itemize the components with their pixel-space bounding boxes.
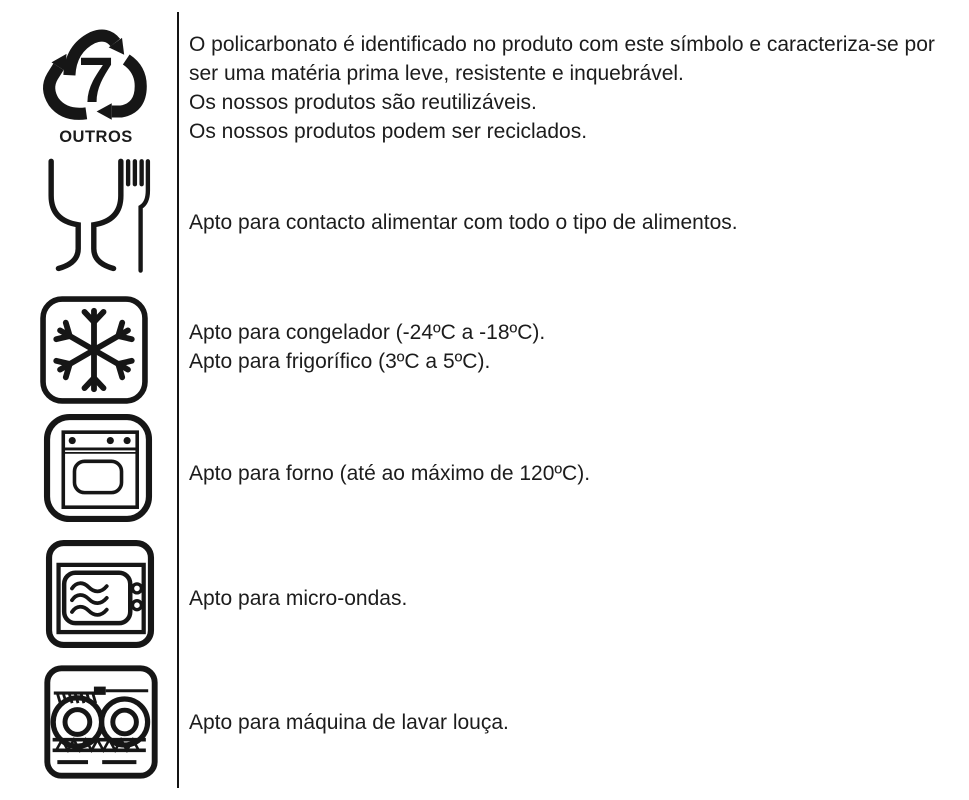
text-line: Apto para contacto alimentar com todo o tipo de alimentos. [189,211,738,234]
description-oven [189,459,590,488]
text-line: O policarbonato é identificado no produto com este símbolo e caracteriza-se por [189,33,935,56]
freezer-safe-icon [38,294,150,406]
description-polycarbonate [189,30,935,146]
text-line: Apto para congelador (-24ºC a -18ºC). [189,321,546,344]
text-line: Os nossos produtos podem ser reciclados. [189,120,588,143]
description-freezer [189,318,545,376]
description-food-contact [189,208,738,237]
recycling-caption: OUTROS [59,128,133,146]
oven-safe-icon [42,412,154,524]
text-line: Os nossos produtos são reutilizáveis. [189,91,537,114]
dishwasher-safe-icon [42,663,160,781]
vertical-divider [177,12,179,788]
text-line: Apto para máquina de lavar louça. [189,711,509,734]
text-line: Apto para forno (até ao máximo de 120ºC). [189,462,591,485]
text-line: Apto para frigorífico (3ºC a 5ºC). [189,350,491,373]
description-dishwasher [189,708,509,737]
microwave-safe-icon [44,538,156,650]
food-contact-safe-icon [47,158,151,277]
description-microwave [189,584,407,613]
text-line: Apto para micro-ondas. [189,587,408,610]
recycling-number: 7 [78,44,114,116]
recycling-symbol [34,22,158,147]
text-line: ser uma matéria prima leve, resistente e inquebrável. [189,62,684,85]
recycling-7-icon [34,22,158,126]
